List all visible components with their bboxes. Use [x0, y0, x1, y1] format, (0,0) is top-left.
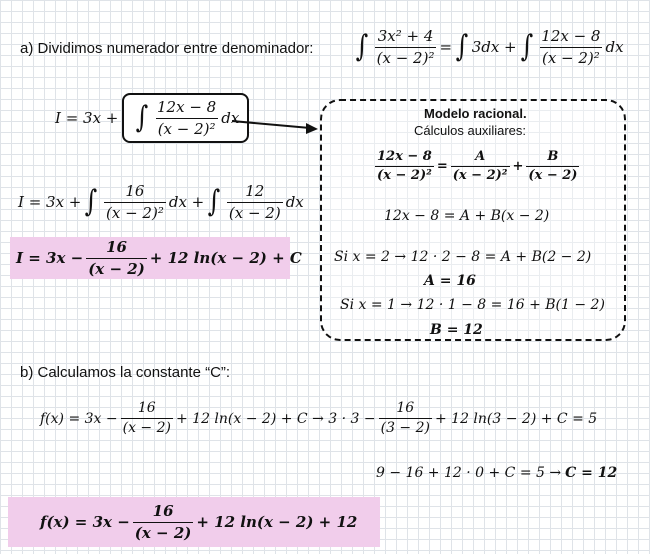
- lhs: I = 3x −: [16, 248, 84, 267]
- numerator: A: [475, 149, 486, 164]
- integral-sign: ∫: [84, 184, 98, 219]
- denominator: (x − 2)²: [541, 48, 600, 67]
- term: 9 − 16 + 12 · 0 + C = 5 →: [376, 465, 562, 481]
- integral-sign: ∫: [455, 29, 469, 64]
- substitution-x2: Si x = 2 → 12 · 2 − 8 = A + B(2 − 2): [334, 249, 592, 265]
- value-A: A = 16: [424, 273, 476, 289]
- integral-sign: ∫: [355, 29, 369, 64]
- panel-subtitle: Cálculos auxiliares:: [414, 123, 526, 138]
- dx: dx: [285, 192, 304, 211]
- value-B: B = 12: [430, 322, 483, 338]
- part-a-heading: a) Dividimos numerador entre denominador:: [20, 40, 314, 57]
- substitution-x1: Si x = 1 → 12 · 1 − 8 = 16 + B(1 − 2): [340, 297, 605, 313]
- equals: =: [439, 37, 453, 56]
- lhs: I = 3x +: [55, 108, 119, 127]
- denominator: (x − 2)²: [106, 203, 164, 222]
- term: + 12 ln(x − 2) + C → 3 · 3 −: [175, 410, 376, 427]
- lhs: f(x) = 3x −: [40, 410, 118, 427]
- dx: dx: [605, 37, 624, 56]
- numerator: 3x² + 4: [377, 27, 434, 45]
- arrow-icon: [230, 115, 320, 140]
- fraction: [539, 28, 602, 66]
- rhs: + 12 ln(3 − 2) + C = 5: [434, 410, 598, 427]
- fraction: [155, 99, 218, 137]
- denominator: (x − 2): [122, 420, 171, 437]
- part-b-heading: b) Calculamos la constante “C”:: [20, 364, 231, 381]
- rhs: + 12 ln(x − 2) + 12: [196, 512, 358, 531]
- numerator: B: [547, 149, 559, 164]
- denominator: (x − 2): [134, 523, 192, 542]
- expr-I-split: [18, 183, 304, 221]
- numerator: 16: [137, 400, 156, 416]
- numerator: 12x − 8: [377, 149, 432, 164]
- term: dx +: [168, 192, 205, 211]
- denominator: (3 − 2): [380, 420, 430, 437]
- denominator: (x − 2)²: [377, 168, 432, 184]
- fraction: [375, 28, 437, 66]
- integral-sign: ∫: [135, 100, 149, 135]
- term: 3dx +: [471, 37, 517, 56]
- fraction: [451, 150, 510, 184]
- panel-title: Modelo racional.: [424, 106, 527, 121]
- dx: dx: [221, 108, 240, 127]
- fraction: [133, 503, 194, 541]
- plus: +: [512, 159, 524, 175]
- equals: =: [436, 159, 448, 175]
- identity-eq: 12x − 8 = A + B(x − 2): [384, 208, 550, 224]
- expr-I-boxed: [55, 93, 249, 143]
- numerator: 12x − 8: [157, 98, 217, 116]
- fraction: [375, 150, 434, 184]
- result-I: [10, 237, 302, 279]
- denominator: (x − 2)²: [452, 168, 508, 184]
- integral-sign: ∫: [520, 29, 533, 64]
- fraction: [227, 183, 283, 221]
- integral-sign: ∫: [207, 184, 221, 219]
- denominator: (x − 2): [88, 259, 145, 278]
- value-C: C = 12: [565, 465, 618, 481]
- denominator: (x − 2)²: [157, 119, 216, 138]
- numerator: 12x − 8: [541, 27, 601, 45]
- denominator: (x − 2): [528, 168, 578, 184]
- numerator: 16: [396, 400, 415, 416]
- fraction: [379, 401, 432, 437]
- constant-equation: [40, 401, 597, 437]
- numerator: 12: [245, 182, 265, 200]
- lhs: I = 3x +: [18, 192, 82, 211]
- final-result: [8, 497, 380, 547]
- rhs: + 12 ln(x − 2) + C: [149, 248, 302, 267]
- numerator: 16: [125, 182, 145, 200]
- partial-fractions-eq: [372, 150, 582, 184]
- lhs: f(x) = 3x −: [40, 512, 130, 531]
- constant-solution: [376, 466, 617, 480]
- fraction: [526, 150, 579, 184]
- denominator: (x − 2): [228, 203, 281, 222]
- expr-division: [352, 28, 624, 66]
- fraction: [86, 239, 147, 277]
- fraction: [121, 401, 173, 437]
- denominator: (x − 2)²: [376, 48, 435, 67]
- fraction: [104, 183, 166, 221]
- numerator: 16: [152, 502, 174, 520]
- numerator: 16: [106, 238, 127, 256]
